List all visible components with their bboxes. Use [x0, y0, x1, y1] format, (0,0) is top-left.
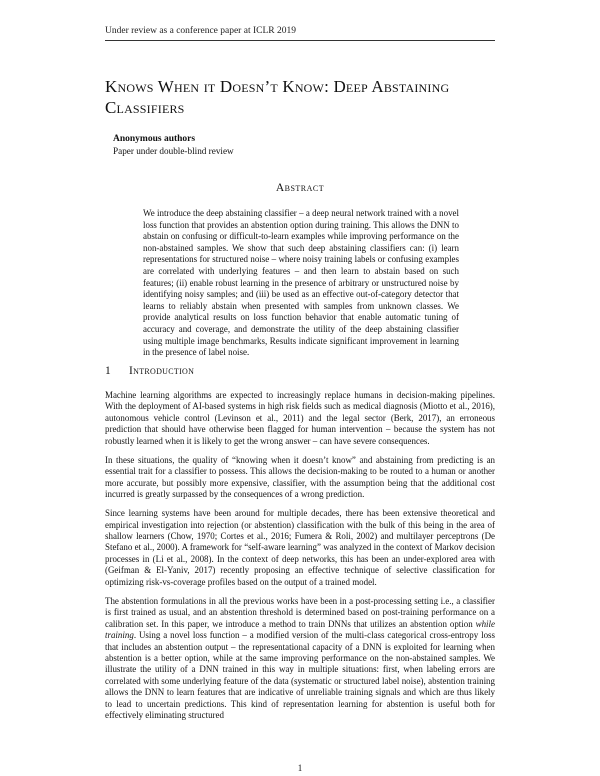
- section-number: 1: [105, 365, 112, 377]
- paragraph: In these situations, the quality of “knowing when it doesn’t know” and abstaining from predicting is an essential trait for a classifier to possess. This allows the decision-making to be routed to a human or another more accurate, but possibly more expensive, classifier, with the assumption being that the additional cost incurred is greatly surpassed by the consequences of a wrong prediction.: [105, 454, 495, 500]
- emphasis-text: while training: [105, 618, 495, 641]
- paper-title: Knows When it Doesn’t Know: Deep Abstaining Classifiers: [105, 77, 450, 117]
- authors: Anonymous authors: [113, 134, 196, 144]
- paragraph-text: The abstention formulations in all the previous works have been in a post-processing setting i.e., a classifier is first trained as usual, and an abstention threshold is determined based on post-training performance on a calibration set. In this paper, we introduce a method to train DNNs that utilizes an abstention option: [105, 595, 495, 629]
- paragraph: Machine learning algorithms are expected to increasingly replace humans in decision-making pipelines. With the deployment of AI-based systems in high risk fields such as medical diagnosis (Miotto et al., 2016), autonomous vehicle control (Levinson et al., 2011) and the legal sector (Berk, 2017), an erroneous prediction that should have otherwise been flagged for human intervention – because the system has not robustly learned when it is likely to get the wrong answer – can have severe consequences.: [105, 390, 495, 446]
- header-rule: [105, 40, 495, 41]
- abstract-heading: Abstract: [275, 182, 325, 194]
- running-header: Under review as a conference paper at ICLR 2019: [105, 26, 296, 36]
- paragraph-text: . Using a novel loss function – a modified version of the multi-class categorical cross-entropy loss that includes an abstention output – the representational capacity of a DNN is exploited for learning when abstention is a better option, while at the same improving performance on the non-abstained samples. We illustrate the utility of a DNN trained in this way in multiple situations: first, when labeling errors are correlated with some underlying feature of the data (systematic or structured label noise), abstention training allows the DNN to learn features that are indicative of unreliable training signals and which are thus likely to lead to uncertain predictions. This kind of representation learning for abstention is useful both for effectively eliminating structured: [105, 630, 495, 721]
- paragraph: Since learning systems have been around for multiple decades, there has been extensive theoretical and empirical investigation into rejection (or abstention) classification with the bulk of this being in the area of shallow learners (Chow, 1970; Cortes et al., 2016; Fumera & Roli, 2002) and multilayer perceptrons (De Stefano et al., 2000). A framework for “self-aware learning” was analyzed in the context of Markov decision processes in (Li et al., 2008). In the context of deep networks, this has been an under-explored area with (Geifman & El-Yaniv, 2017) recently proposing an effective technique of selective classification for optimizing risk-vs-coverage profiles based on the output of a trained model.: [105, 508, 495, 587]
- paragraph: [105, 596, 495, 722]
- page-number: 1: [297, 763, 303, 773]
- abstract-text: We introduce the deep abstaining classifier – a deep neural network trained with a novel loss function that provides an abstention option during training. This allows the DNN to abstain on confusing or difficult-to-learn examples while improving performance on the non-abstained samples. We show that such deep abstaining classifiers can: (i) learn representations for structured noise – where noisy training labels or confusing examples are correlated with underlying features – and then learn to abstain based on such features; (ii) enable robust learning in the presence of arbitrary or unstructured noise by identifying noisy samples; and (iii) be used as an effective out-of-category detector that learns to reliably abstain when presented with samples from unknown classes. We provide analytical results on loss function behavior that enable automatic tuning of accuracy and coverage, and demonstrate the utility of the deep abstaining classifier using multiple image benchmarks, Results indicate significant improvement in learning in the presence of label noise.: [143, 208, 459, 358]
- section-heading: [105, 365, 194, 377]
- section-title: Introduction: [129, 365, 195, 377]
- affiliation: Paper under double-blind review: [113, 146, 234, 156]
- body-text: [105, 390, 495, 729]
